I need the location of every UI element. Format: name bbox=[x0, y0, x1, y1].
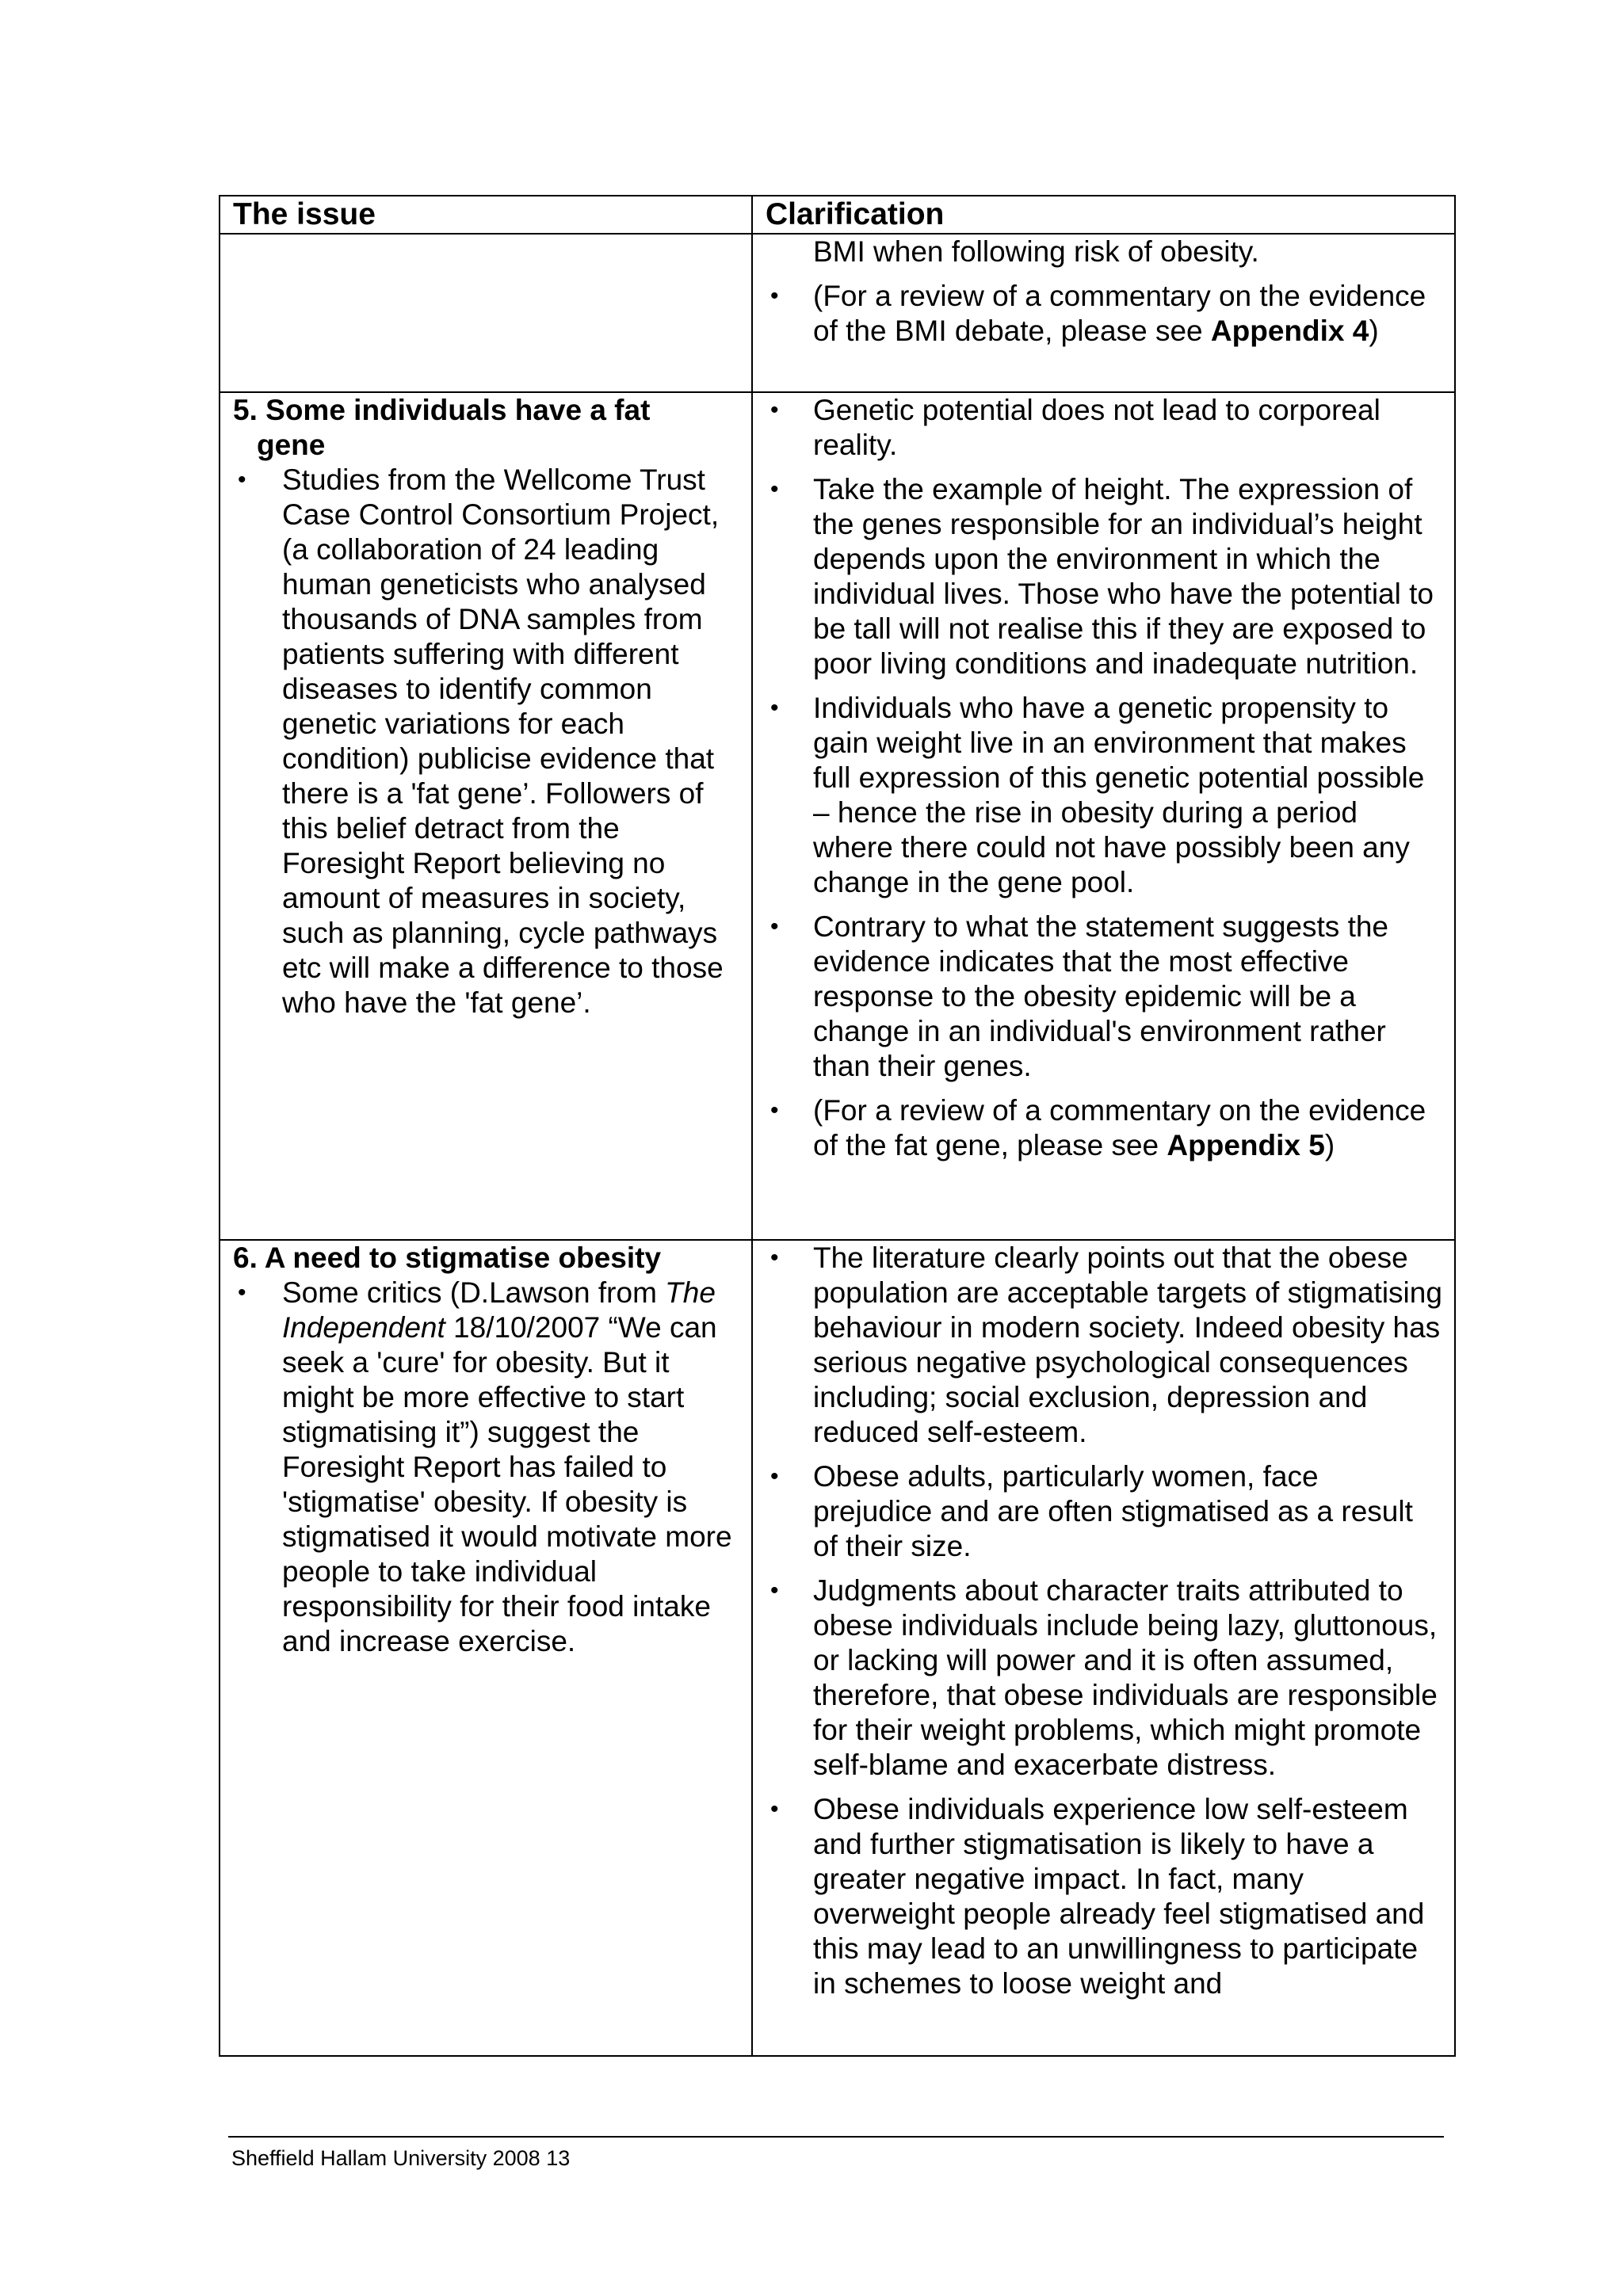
bullet-icon: • bbox=[238, 1280, 246, 1306]
bullet-icon: • bbox=[770, 476, 779, 502]
bullet-icon: • bbox=[770, 913, 779, 940]
table-row-continued bbox=[220, 234, 1455, 392]
footer-rule bbox=[228, 2136, 1444, 2138]
issue-cell-5 bbox=[220, 392, 752, 1240]
list-item: • The literature clearly points out that the obese population are acceptable targets of stigmatising behaviour in modern society. Indeed obesity has serious negative psychological consequences including; social exclusion, depression and reduced self-esteem. bbox=[770, 1241, 1442, 1448]
clarification-cell-6 bbox=[752, 1240, 1455, 2056]
issues-table bbox=[219, 195, 1456, 2057]
issue-cell-6 bbox=[220, 1240, 752, 2056]
list-item: • Judgments about character traits attributed to obese individuals include being lazy, gluttonous, or lacking will power and it is often assumed, therefore, that obese individuals are responsible for their weight problems, which might promote self-blame and exacerbate distress. bbox=[770, 1574, 1438, 1781]
header-issue: The issue bbox=[220, 196, 752, 234]
bullet-icon: • bbox=[770, 1463, 779, 1489]
list-item: • Individuals who have a genetic propensity to gain weight live in an environment that makes full expression of this genetic potential possible – hence the rise in obesity during a period where there could not have possibly been any change in the gene pool. bbox=[770, 692, 1425, 898]
list-item: • Contrary to what the statement suggests the evidence indicates that the most effective response to the obesity epidemic will be a change in an individual's environment rather than their genes. bbox=[770, 910, 1388, 1082]
clarification-cell-5 bbox=[752, 392, 1455, 1240]
footer-text: Sheffield Hallam University 2008 13 bbox=[231, 2146, 571, 2170]
list-item: • Some critics (D.Lawson from The Independent 18/10/2007 “We can seek a 'cure' for obesity. But it might be more effective to start stigmatising it”) suggest the Foresight Report has failed to 'stigmatise' obesity. If obesity is stigmatised it would motivate more people to take individual responsibility for their food intake and increase exercise. bbox=[238, 1276, 732, 1657]
clarification-continuation-text: BMI when following risk of obesity. bbox=[813, 235, 1259, 268]
bullet-icon: • bbox=[770, 695, 779, 721]
list-item: • (For a review of a commentary on the evidence of the fat gene, please see Appendix 5) bbox=[770, 1094, 1426, 1161]
appendix-4-ref: Appendix 4 bbox=[1210, 315, 1369, 347]
list-item: • Obese individuals experience low self-esteem and further stigmatisation is likely to have a greater negative impact. In fact, many overweight people already feel stigmatised and this may lead to an unwillingness to participate in schemes to loose weight and bbox=[770, 1793, 1425, 2000]
list-item: • Obese adults, particularly women, face prejudice and are often stigmatised as a result of their size. bbox=[770, 1460, 1413, 1562]
bullet-icon: • bbox=[770, 1245, 779, 1271]
list-item: • Studies from the Wellcome Trust Case Control Consortium Project, (a collaboration of 24 leading human geneticists who analysed thousands of DNA samples from patients suffering with different diseases to identify common genetic variations for each condition) publicise evidence that there is a 'fat gene’. Followers of this belief detract from the Foresight Report believing no amount of measures in society, such as planning, cycle pathways etc will make a difference to those who have the 'fat gene’. bbox=[238, 463, 724, 1019]
bullet-icon: • bbox=[770, 1097, 779, 1123]
list-item: • Genetic potential does not lead to corporeal reality. bbox=[770, 394, 1381, 461]
table-header-row bbox=[220, 196, 1455, 234]
bullet-icon: • bbox=[770, 397, 779, 423]
publication-name: The Independent bbox=[282, 1276, 716, 1344]
bullet-icon: • bbox=[770, 1796, 779, 1822]
table-row-6 bbox=[220, 1240, 1455, 2056]
section-title-5: 5. Some individuals have a fat gene bbox=[233, 394, 651, 461]
clarification-cell-continued bbox=[752, 234, 1455, 392]
table-row-5 bbox=[220, 392, 1455, 1240]
bullet-icon: • bbox=[770, 283, 779, 309]
section-title-6: 6. A need to stigmatise obesity bbox=[233, 1241, 662, 1274]
header-clarification: Clarification bbox=[752, 196, 1455, 234]
issue-cell-continued bbox=[220, 234, 752, 392]
bullet-icon: • bbox=[770, 1577, 779, 1604]
bullet-icon: • bbox=[238, 467, 246, 493]
appendix-5-ref: Appendix 5 bbox=[1167, 1129, 1325, 1161]
list-item: • (For a review of a commentary on the evidence of the BMI debate, please see Appendix 4) bbox=[770, 280, 1426, 347]
list-item: • Take the example of height. The expression of the genes responsible for an individual’s height depends upon the environment in which the individual lives. Those who have the potential to be tall will not realise this if they are exposed to poor living conditions and inadequate nutrition. bbox=[770, 473, 1434, 680]
